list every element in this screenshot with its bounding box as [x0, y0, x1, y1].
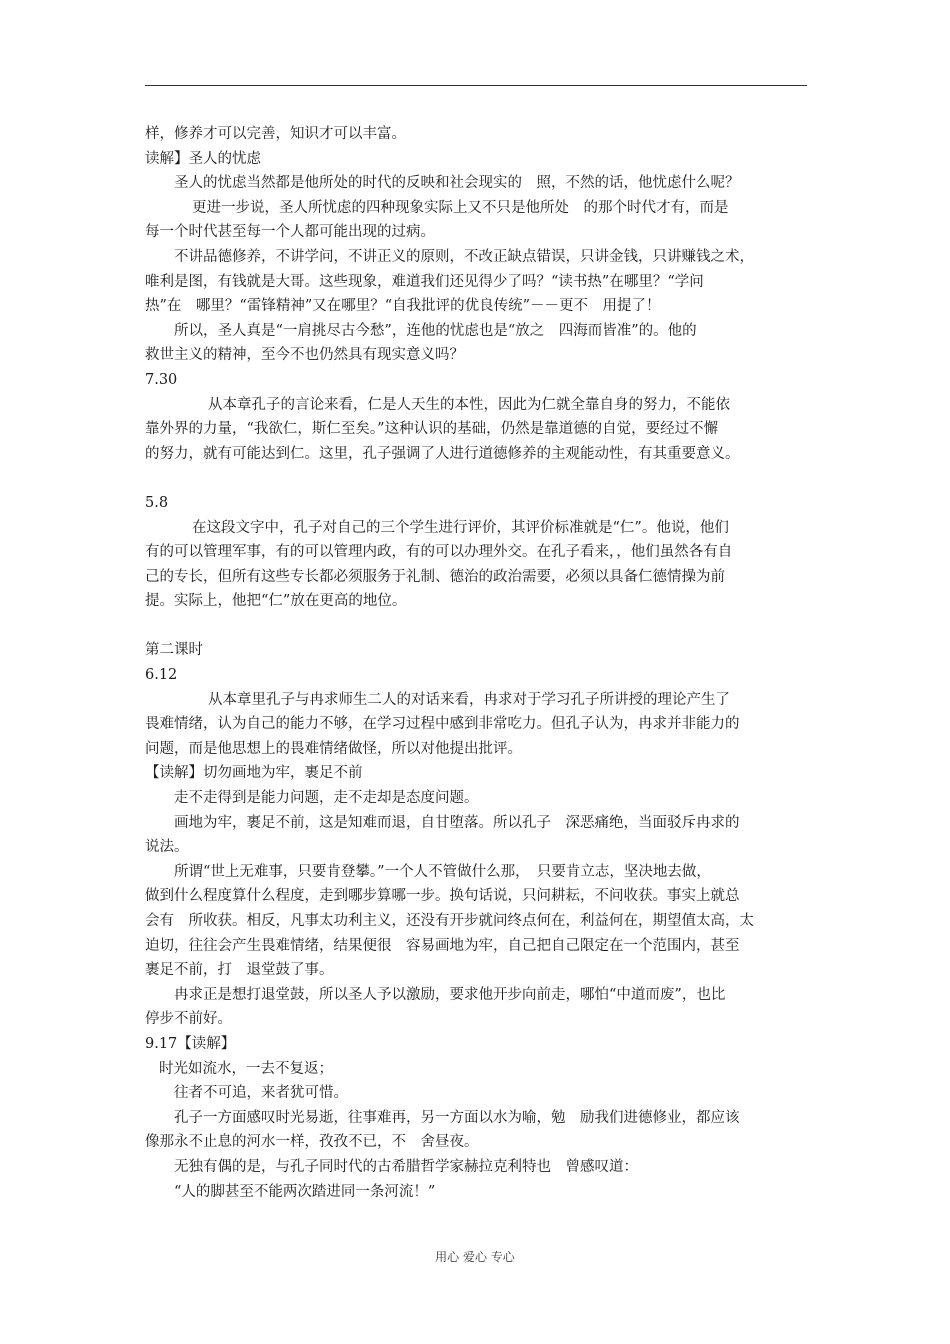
- text-line: 会有 所收获。相反，凡事太功利主义，还没有开步就问终点何在，利益何在，期望值太高，太: [145, 913, 754, 929]
- text-line: 在这段文字中，孔子对自己的三个学生进行评价，其评价标准就是“仁”。他说，他们: [192, 519, 729, 536]
- text-line: 靠外界的力量，“我欲仁，斯仁至矣。”这种认识的基础，仍然是靠道德的自觉，要经过不懈: [145, 421, 719, 438]
- header-rule: [145, 85, 807, 86]
- text-line: 有的可以管理军事，有的可以管理内政，有的可以办理外交。在孔子看来，，他们虽然各有自: [145, 544, 733, 561]
- text-line: 热”在 哪里？“雷锋精神”又在哪里？“自我批评的优良传统”－－更不 用提了！: [145, 298, 661, 315]
- quote-line: “人的脚甚至不能两次踏进同一条河流！”: [174, 1183, 436, 1200]
- text-line: 样，修养才可以完善，知识才可以丰富。: [145, 126, 406, 142]
- text-line: 说法。: [145, 839, 189, 856]
- text-line: 救世主义的精神，至今不也仍然具有现实意义吗？: [145, 347, 464, 364]
- section-heading: 【读解】切勿画地为牢，裹足不前: [145, 765, 363, 782]
- text-line: 孔子一方面感叹时光易逝，往事难再，另一方面以水为喻，勉 励我们进德修业，都应该: [174, 1109, 740, 1126]
- text-line: 无独有偶的是，与孔子同时代的古希腊哲学家赫拉克利特也 曾感叹道：: [174, 1158, 638, 1175]
- text-line: 裹足不前，打 退堂鼓了事。: [145, 962, 334, 979]
- blank-line: [145, 466, 807, 491]
- text-line: 圣人的忧虑当然都是他所处的时代的反映和社会现实的 照，不然的话，他忧虑什么呢？: [174, 175, 740, 192]
- section-number: 5.8: [145, 494, 169, 511]
- text-line: 提。实际上，他把“仁”放在更高的地位。: [145, 593, 407, 610]
- text-line: 所谓“世上无难事，只要肯登攀。”一个人不管做什么那， 只要肯立志，坚决地去做，: [174, 863, 711, 880]
- document-body: [145, 122, 807, 1204]
- section-heading: 9.17【读解】: [145, 1035, 236, 1052]
- text-line: 做到什么程度算什么程度，走到哪步算哪一步。换句话说，只问耕耘，不问收获。事实上就总: [145, 888, 740, 905]
- text-line: 停步不前好。: [145, 1011, 232, 1028]
- text-line: 己的专长，但所有这些专长都必须服务于礼制、德治的政治需要，必须以具备仁德情操为前: [145, 568, 725, 585]
- section-number: 6.12: [145, 667, 178, 684]
- text-line: 走不走得到是能力问题，走不走却是态度问题。: [174, 790, 479, 807]
- section-heading: 读解】圣人的忧虑: [145, 150, 261, 167]
- text-line: 从本章里孔子与冉求师生二人的对话来看，冉求对于学习孔子所讲授的理论产生了: [208, 691, 730, 708]
- text-line: 唯利是图，有钱就是大哥。这些现象，难道我们还见得少了吗？“读书热”在哪里？“学问: [145, 273, 704, 290]
- text-line: 像那永不止息的河水一样，孜孜不已，不 舍昼夜。: [145, 1134, 479, 1151]
- text-line: 畏难情绪，认为自己的能力不够，在学习过程中感到非常吃力。但孔子认为，冉求并非能力的: [145, 716, 740, 733]
- text-line: 所以，圣人真是“一肩挑尽古今愁”，连他的忧虑也是“放之 四海而皆准”的。他的: [174, 322, 697, 339]
- text-line: 更进一步说，圣人所忧虑的四种现象实际上又不只是他所处 的那个时代才有，而是: [192, 199, 729, 216]
- section-number: 7.30: [145, 371, 178, 388]
- text-line: 迫切，往往会产生畏难情绪，结果便很 容易画地为牢，自己把自己限定在一个范围内，甚至: [145, 937, 740, 954]
- text-line: 画地为牢，裹足不前，这是知难而退，自甘堕落。所以孔子 深恶痛绝，当面驳斥冉求的: [174, 814, 740, 831]
- text-line: 不讲品德修养，不讲学问，不讲正义的原则，不改正缺点错误，只讲金钱，只讲赚钱之术，: [174, 248, 754, 265]
- text-line: 往者不可追，来者犹可惜。: [174, 1085, 348, 1102]
- page-footer: 用心 爱心 专心: [435, 1250, 515, 1264]
- blank-line: [145, 614, 807, 639]
- text-line: 冉求正是想打退堂鼓，所以圣人予以激励，要求他开步向前走，哪怕“中道而废”，也比: [174, 986, 726, 1003]
- text-line: 问题，而是他思想上的畏难情绪做怪，所以对他提出批评。: [145, 740, 522, 757]
- text-line: 从本章孔子的言论来看，仁是人天生的本性，因此为仁就全靠自身的努力，不能依: [208, 396, 730, 413]
- text-line: 每一个时代甚至每一个人都可能出现的过病。: [145, 224, 435, 241]
- lesson-heading: 第二课时: [145, 642, 203, 659]
- text-line: 的努力，就有可能达到仁。这里，孔子强调了人进行道德修养的主观能动性，有其重要意义。: [145, 445, 740, 462]
- text-line: 时光如流水，一去不复返；: [159, 1060, 333, 1077]
